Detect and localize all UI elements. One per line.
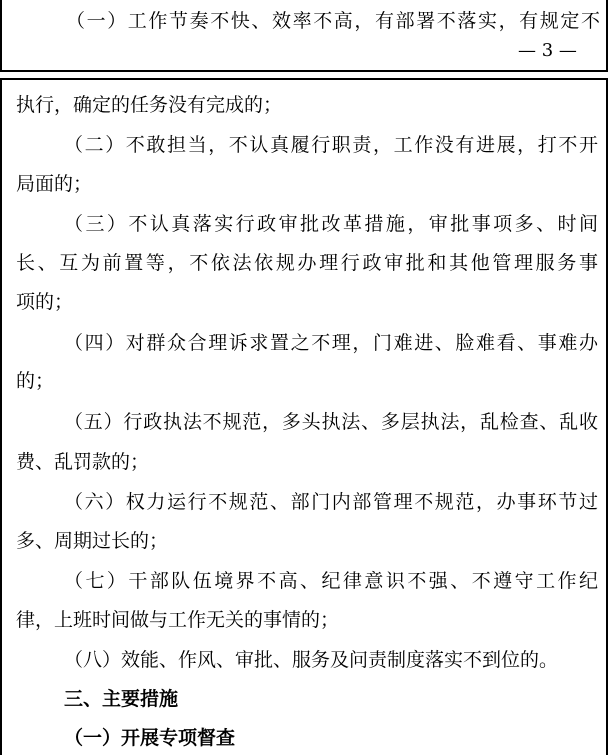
text-line: 执行，确定的任务没有完成的； <box>16 94 283 116</box>
text-line: （二）不敢担当，不认真履行职责，工作没有进展，打不开 <box>64 134 598 156</box>
text-line: （六）权力运行不规范、部门内部管理不规范，办事环节过 <box>64 491 598 513</box>
text-line: （一）工作节奏不快、效率不高，有部署不落实，有规定不 <box>66 10 600 32</box>
text-line: 律，上班时间做与工作无关的事情的； <box>16 609 340 631</box>
text-line: 费、乱罚款的； <box>16 451 150 473</box>
text-line: （五）行政执法不规范，多头执法、多层执法，乱检查、乱收 <box>64 411 598 433</box>
text-line: 多、周期过长的； <box>16 530 169 552</box>
text-line: （四）对群众合理诉求置之不理，门难进、脸难看、事难办 <box>64 332 598 354</box>
previous-page-fragment <box>0 0 608 72</box>
subsection-heading: （一）开展专项督查 <box>64 727 236 749</box>
current-page <box>0 78 608 755</box>
text-line: （八）效能、作风、审批、服务及问责制度落实不到位的。 <box>64 649 559 671</box>
text-line: 的； <box>16 370 55 392</box>
text-line: （七）干部队伍境界不高、纪律意识不强、不遵守工作纪 <box>64 570 598 592</box>
text-line: 局面的； <box>16 173 93 195</box>
page-number: — 3 — <box>518 40 577 61</box>
text-line: 项的； <box>16 291 74 313</box>
text-line: （三）不认真落实行政审批改革措施，审批事项多、时间 <box>64 213 598 235</box>
text-line: 长、互为前置等，不依法依规办理行政审批和其他管理服务事 <box>16 252 598 274</box>
section-heading: 三、主要措施 <box>64 688 179 710</box>
